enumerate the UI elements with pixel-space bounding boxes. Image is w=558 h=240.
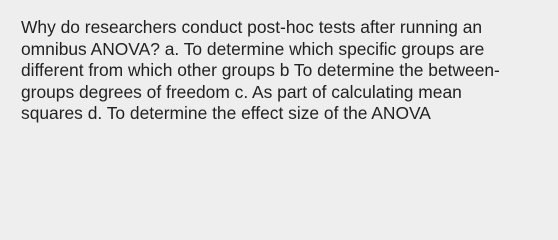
question-text — [21, 17, 551, 125]
question-line: omnibus ANOVA? a. To determine which specific groups are — [21, 38, 485, 59]
question-line: squares d. To determine the effect size of the ANOVA — [21, 103, 431, 124]
question-line: different from which other groups b To determine the between- — [21, 60, 500, 81]
question-line: Why do researchers conduct post-hoc tests after running an — [21, 17, 483, 37]
question-line: groups degrees of freedom c. As part of calculating mean — [21, 81, 462, 102]
